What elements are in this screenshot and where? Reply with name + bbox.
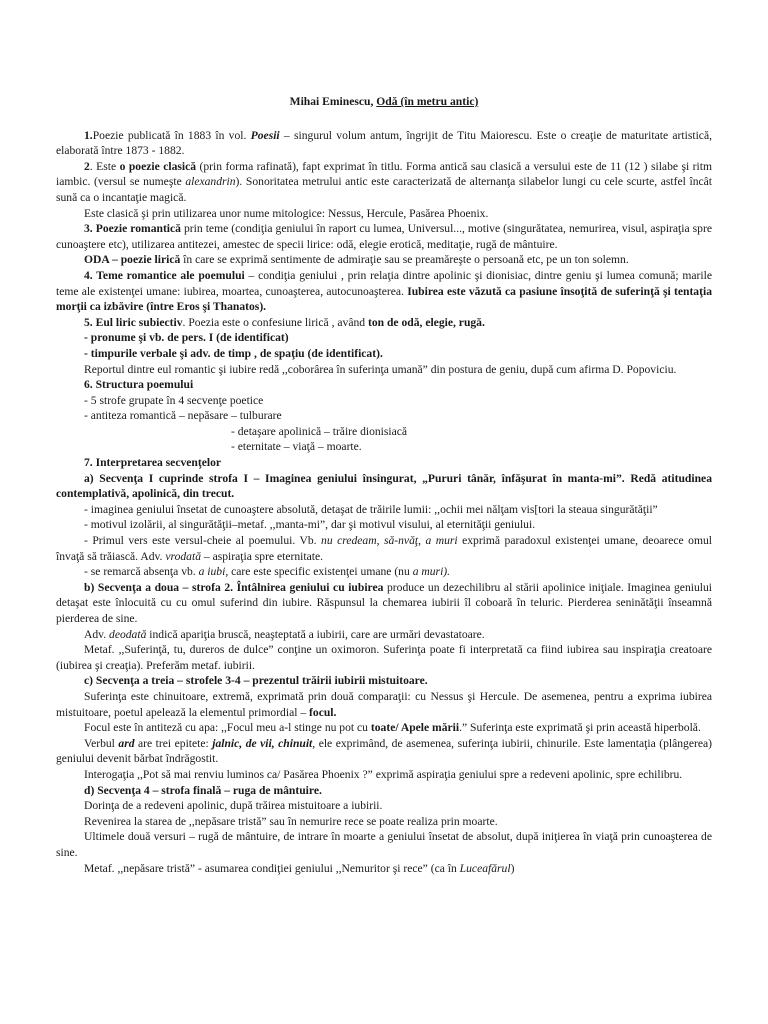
text: . Este (89, 159, 120, 173)
paragraph-3: Este clasică şi prin utilizarea unor nume mitologice: Nessus, Hercule, Pasărea Phoenix. (84, 206, 489, 220)
paragraph-28 (56, 736, 712, 767)
text: indică apariţia bruscă, neaşteptată a iubirii, care are urmări devastatoare. (146, 627, 485, 641)
volume-title: Poesii (250, 128, 280, 142)
section-number: 2 (84, 159, 90, 173)
text: – singurul volum antum, îngrijit de Titu Maiorescu. Este o creaţie de maturitate artistică, elaborată între 1873 - 1882. (56, 128, 712, 158)
italic-text: deodată (109, 627, 147, 641)
text: exprimă paradoxul existenţei umane, deoarece omul învaţă să trăiască. Adv. (56, 534, 712, 563)
text: Adv. (84, 627, 110, 641)
bold-text: o poezie clasică (119, 159, 197, 173)
list-item (56, 533, 712, 564)
paragraph-4 (56, 221, 712, 252)
paragraph-29: Interogaţia ,,Pot să mai renviu luminos ca/ Pasărea Phoenix ?” exprimă aspiraţia geniului spre a redeveni apolinic, spre echilibru. (84, 767, 683, 781)
text: Poezie publicată în 1883 în vol. (92, 128, 251, 142)
text: are trei epitete: (134, 736, 213, 750)
bold-text: ton de odă, elegie, rugă. (367, 315, 485, 329)
text: - Primul vers este versul-cheie al poemului. Vb. (84, 534, 322, 548)
text: . Poezia este o confesiune lirică , având (182, 315, 368, 329)
paragraph-5 (56, 252, 712, 268)
paragraph-23 (56, 627, 712, 643)
text: în care se exprimă sentimente de admiraţie sau se preamăreşte o persoană etc, pe un ton solemn. (180, 253, 629, 267)
list-item: - antiteza romantică – nepăsare – tulburare (84, 409, 282, 423)
bold-text: 7. Interpretarea secvenţelor (84, 456, 222, 470)
subsection-heading (56, 783, 712, 799)
title-work: Odă (în metru antic) (376, 95, 479, 108)
text: – condiţia geniului , prin relaţia dintre apolinic şi dionisiac, dintre geniu şi lumea comună; marile teme ale existenţei umane: iubirea, moartea, cunoaşterea, autocunoaşterea. (56, 268, 712, 298)
bold-text: - timpurile verbale şi adv. de timp , de spaţiu (de identificat). (84, 346, 383, 360)
italic-text: a iubi (198, 565, 226, 579)
paragraph-24: Metaf. ,,Suferinţă, tu, dureros de dulce” conţine un oximoron. Suferinţa poate fi interpretată ca fiind iubirea sau inspiraţia creatoare (iubirea şi creaţia). Preferăm metaf. iubirii. (56, 643, 712, 672)
text: Verbul (84, 736, 119, 750)
bold-text: c) Secvenţa a treia – strofele 3-4 – prezentul trăirii iubirii mistuitoare. (84, 674, 428, 688)
bold-italic-text: ard (118, 736, 135, 750)
text: ). Sonoritatea metrului antic este caracterizată de alternanţa silabelor lungi cu cele scurte, astfel încât sună ca o incantaţie magică. (56, 175, 713, 204)
paragraph-7 (56, 315, 712, 331)
text: produce un dezechilibru al stării apolinice iniţiale. Imaginea geniului detaşat este înlocuită cu cu omul suferind din iubire. Răspunsul la chemarea iubirii îl coboară în teluric. Pierderea seninătăţii înseamnă pierderea de sine. (56, 580, 713, 625)
italic-text: alexandrin (185, 175, 236, 189)
bold-text: 6. Structura poemului (84, 378, 194, 392)
bold-text: d) Secvenţa 4 – strofa finală – ruga de mântuire. (84, 783, 322, 797)
bold-text: - pronume şi vb. de pers. I (de identificat) (84, 331, 289, 345)
text: ) (510, 861, 515, 875)
list-item: - eternitate – viaţă – moarte. (231, 440, 362, 454)
list-item: - motivul izolării, al singurătăţii–metaf. ,,manta-mi”, dar şi motivul visului, al eternităţii geniului. (84, 518, 536, 532)
italic-text: vrodată (165, 549, 201, 563)
list-item: - detaşare apolinică – trăire dionisiacă (231, 424, 408, 438)
list-item: - imaginea geniului însetat de cunoaştere absolută, detaşat de trăirile lumii: ,,ochii mei nălţam vis[tori la steaua singurătăţii” (84, 502, 658, 516)
list-item (56, 564, 712, 580)
paragraph-26 (56, 689, 712, 720)
section-number: 1. (84, 128, 93, 142)
bold-text: Iubirea este văzută ca pasiune însoţită de suferinţă şi tentaţia morţii ca izbăvire (între Eros şi Thanatos). (56, 284, 712, 314)
paragraph-33: Ultimele două versuri – rugă de mântuire, de intrare în moarte a geniului însetat de absolut, după iniţierea în viaţă prin cunoaşterea de sine. (56, 830, 712, 859)
paragraph-10: Reportul dintre eul romantic şi iubire redă ,,coborârea în suferinţa umană” din postura de geniu, după cum afirma D. Popoviciu. (84, 362, 677, 376)
text: - se remarcă absenţa vb. (84, 565, 199, 579)
paragraph-6 (56, 268, 712, 315)
section-heading: 3. Poezie romantică (84, 222, 181, 236)
text: , ele exprimând, de asemenea, suferinţa iubirii, chinurile. Este lamentaţia (plângerea) geniului devenit bărbat îndrăgostit. (56, 736, 712, 766)
paragraph-1 (56, 128, 712, 159)
bold-text: focul. (309, 705, 337, 719)
bold-text: toate/ Apele mării (370, 721, 460, 735)
paragraph-31: Dorinţa de a redeveni apolinic, după trăirea mistuitoare a iubirii. (84, 799, 383, 813)
bold-text: ODA – poezie lirică (84, 253, 181, 267)
italic-text: Luceafărul (459, 861, 511, 875)
italic-text: a muri). (412, 565, 451, 579)
section-heading (56, 377, 712, 393)
paragraph-22 (56, 580, 712, 627)
text: (prin forma rafinată), fapt exprimat în titlu. Forma antică sau clasică a versului este de 11 (12 ) silabe şi ritm iambic. (versul se numeşte (56, 159, 712, 189)
paragraph-34 (56, 861, 712, 877)
subsection-heading: b) Secvenţa a doua – strofa 2. Întâlnirea geniului cu iubirea (84, 580, 384, 594)
subsection-heading (56, 673, 712, 689)
subsection-heading (56, 471, 712, 502)
paragraph-32: Revenirea la starea de ,,nepăsare tristă” sau în nemurire rece se poate realiza prin moarte. (84, 814, 498, 828)
section-heading: 4. Teme romantice ale poemului (84, 268, 245, 282)
bold-italic-text: jalnic, de vii, chinuit (212, 736, 313, 750)
list-item: - 5 strofe grupate în 4 secvenţe poetice (84, 393, 264, 407)
text: Focul este în antiteză cu apa: ,,Focul meu a-l stinge nu pot cu (84, 721, 371, 735)
paragraph-2 (56, 159, 712, 206)
title-author: Mihai Eminescu, (289, 95, 377, 108)
text: Metaf. ,,nepăsare tristă” - asumarea condiţiei geniului ,,Nemuritor şi rece” (ca în (84, 861, 460, 875)
text: Suferinţa este chinuitoare, extremă, exprimată prin două comparaţii: cu Nessus şi Hercule. De asemenea, pentru a exprima iubirea mistuitoare, poetul apelează la elementul primordial – (56, 689, 712, 719)
text: .” Suferinţa este exprimată şi prin această hiperbolă. (459, 721, 701, 735)
document-title (56, 94, 712, 110)
list-item (56, 330, 712, 346)
section-heading: 5. Eul liric subiectiv (84, 315, 183, 329)
text: prin teme (condiţia geniului în raport cu lumea, Universul..., motive (singurătatea, nemurirea, visul, aspiraţia spre cunoaştere etc), utilizarea antitezei, amestec de specii lirice: odă, elegie erotică, meditaţie, rugă de mântuire. (56, 222, 712, 251)
italic-text: nu credeam, să-nvăţ, a muri (321, 534, 458, 548)
text: , care este specific existenţei umane (nu (225, 565, 413, 579)
section-heading (56, 455, 712, 471)
paragraph-27 (56, 720, 712, 736)
bold-text: a) Secvenţa I cuprinde strofa I – Imaginea geniului însingurat, „Pururi tânăr, înfăşurat în manta-mi”. Redă atitudinea contemplativă, apolinică, din trecut. (56, 471, 712, 501)
list-item (56, 346, 712, 362)
text: – aspiraţia spre eternitate. (201, 549, 324, 563)
